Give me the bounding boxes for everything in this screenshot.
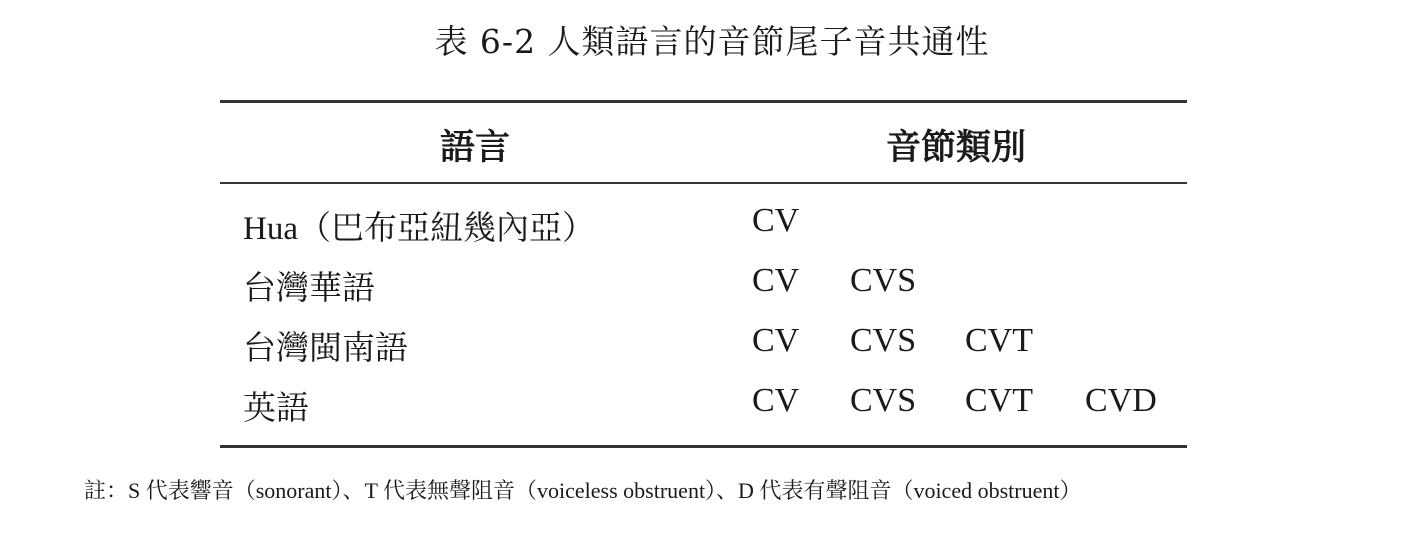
syllable-cell: CVT — [965, 382, 1033, 419]
syllable-cell: CVT — [965, 322, 1033, 359]
syllable-cell: CVD — [1085, 382, 1157, 419]
row-language: 台灣華語 — [243, 271, 375, 307]
table-footnote: 註：S 代表響音（sonorant）、T 代表無聲阻音（voiceless obstruent）、D 代表有聲阻音（voiced obstruent） — [84, 478, 1082, 503]
row-language: Hua（巴布亞紐幾內亞） — [243, 211, 595, 247]
syllable-cell: CVS — [850, 262, 917, 299]
table-top-rule — [220, 100, 1187, 103]
table-row — [0, 322, 1424, 372]
syllable-cell: CVS — [850, 382, 917, 419]
table-title: 表 6-2 人類語言的音節尾子音共通性 — [434, 22, 990, 61]
row-language: 英語 — [243, 391, 309, 427]
table-bottom-rule — [220, 445, 1187, 448]
table-row — [0, 262, 1424, 312]
syllable-cell: CV — [752, 322, 800, 359]
header-syllable-types: 音節類別 — [886, 127, 1027, 168]
table-row — [0, 382, 1424, 432]
header-language: 語言 — [440, 127, 511, 168]
table-header-rule — [220, 182, 1187, 184]
row-language: 台灣閩南語 — [243, 331, 408, 367]
syllable-cell: CVS — [850, 322, 917, 359]
table-row — [0, 202, 1424, 252]
syllable-cell: CV — [752, 382, 800, 419]
syllable-cell: CV — [752, 262, 800, 299]
syllable-cell: CV — [752, 202, 800, 239]
